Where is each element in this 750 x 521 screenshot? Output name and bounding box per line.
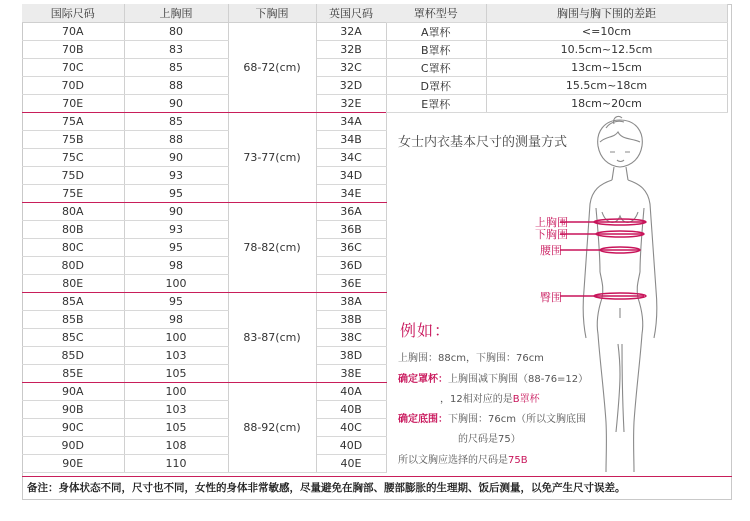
- uk-size-cell: 34C: [316, 149, 386, 167]
- cup-answer: B罩杯: [512, 394, 540, 405]
- under-bust-cell: 88-92(cm): [228, 383, 316, 473]
- label-upper-bust: 上胸围: [535, 216, 568, 229]
- cup-row: [386, 23, 727, 41]
- uk-size-cell: 32D: [316, 77, 386, 95]
- uk-size-cell: 32B: [316, 41, 386, 59]
- size-row: [22, 41, 386, 59]
- intl-size-cell: 75C: [22, 149, 124, 167]
- cup-type: D罩杯: [386, 77, 486, 95]
- upper-bust-cell: 90: [124, 203, 228, 221]
- cup-diff: 13cm~15cm: [486, 59, 727, 77]
- intl-size-cell: 85D: [22, 347, 124, 365]
- uk-size-cell: 36E: [316, 275, 386, 293]
- cup-determine-text: 上胸围减下胸围（88-76=12）: [448, 374, 589, 385]
- cup-diff: 10.5cm~12.5cm: [486, 41, 727, 59]
- upper-bust-cell: 93: [124, 167, 228, 185]
- intl-size-cell: 70C: [22, 59, 124, 77]
- cup-row: [386, 77, 727, 95]
- cup-type: A罩杯: [386, 23, 486, 41]
- size-row: [22, 203, 386, 221]
- intl-size-cell: 75B: [22, 131, 124, 149]
- uk-size-cell: 36D: [316, 257, 386, 275]
- size-row: [22, 329, 386, 347]
- cup-type: C罩杯: [386, 59, 486, 77]
- upper-bust-cell: 105: [124, 365, 228, 383]
- uk-size-cell: 34B: [316, 131, 386, 149]
- size-row: [22, 419, 386, 437]
- uk-size-cell: 40C: [316, 419, 386, 437]
- upper-bust-cell: 85: [124, 59, 228, 77]
- intl-size-cell: 70B: [22, 41, 124, 59]
- upper-bust-cell: 90: [124, 149, 228, 167]
- intl-size-cell: 90D: [22, 437, 124, 455]
- upper-bust-cell: 88: [124, 77, 228, 95]
- under-bust-cell: 83-87(cm): [228, 293, 316, 383]
- cup-diff: 15.5cm~18cm: [486, 77, 727, 95]
- cup-type: E罩杯: [386, 95, 486, 113]
- header-uk-size: 英国尺码: [316, 4, 386, 23]
- uk-size-cell: 38C: [316, 329, 386, 347]
- size-row: [22, 113, 386, 131]
- intl-size-cell: 85B: [22, 311, 124, 329]
- upper-bust-cell: 100: [124, 383, 228, 401]
- under-bust-cell: 78-82(cm): [228, 203, 316, 293]
- intl-size-cell: 75D: [22, 167, 124, 185]
- uk-size-cell: 32C: [316, 59, 386, 77]
- upper-bust-cell: 98: [124, 257, 228, 275]
- upper-bust-cell: 90: [124, 95, 228, 113]
- cup-determine-text-2: ，12相对应的是: [440, 394, 513, 405]
- uk-size-cell: 32A: [316, 23, 386, 41]
- size-row: [22, 149, 386, 167]
- size-row: [22, 131, 386, 149]
- size-row: [22, 311, 386, 329]
- measurement-title: 女士内衣基本尺寸的测量方式: [398, 135, 568, 150]
- size-row: [22, 365, 386, 383]
- intl-size-cell: 80E: [22, 275, 124, 293]
- size-row: [22, 437, 386, 455]
- size-row: [22, 383, 386, 401]
- intl-size-cell: 90A: [22, 383, 124, 401]
- uk-size-cell: 38E: [316, 365, 386, 383]
- size-row: [22, 59, 386, 77]
- example-title: 例如：: [400, 321, 452, 340]
- upper-bust-cell: 100: [124, 275, 228, 293]
- uk-size-cell: 40A: [316, 383, 386, 401]
- size-row: [22, 455, 386, 473]
- label-waist: 腰围: [540, 244, 562, 257]
- upper-bust-cell: 95: [124, 185, 228, 203]
- uk-size-cell: 32E: [316, 95, 386, 113]
- upper-bust-cell: 100: [124, 329, 228, 347]
- intl-size-cell: 75A: [22, 113, 124, 131]
- final-text: 所以文胸应选择的尺码是: [398, 455, 508, 466]
- uk-size-cell: 40B: [316, 401, 386, 419]
- intl-size-cell: 80C: [22, 239, 124, 257]
- header-under-bust: 下胸围: [228, 4, 316, 23]
- upper-bust-cell: 95: [124, 293, 228, 311]
- example-line-base-2: 的尺码是75）: [458, 434, 521, 445]
- cup-type: B罩杯: [386, 41, 486, 59]
- bottom-divider: [22, 476, 732, 477]
- intl-size-cell: 80D: [22, 257, 124, 275]
- upper-bust-cell: 105: [124, 419, 228, 437]
- example-line-cup-2: [440, 390, 540, 405]
- example-line-1: 上胸围：88cm，下胸围：76cm: [398, 353, 544, 364]
- size-row: [22, 239, 386, 257]
- example-line-base: [398, 410, 586, 425]
- upper-bust-cell: 103: [124, 347, 228, 365]
- intl-size-cell: 85E: [22, 365, 124, 383]
- uk-size-cell: 34A: [316, 113, 386, 131]
- under-bust-cell: 73-77(cm): [228, 113, 316, 203]
- size-row: [22, 185, 386, 203]
- final-answer: 75B: [508, 455, 528, 466]
- cup-row: [386, 41, 727, 59]
- cup-diff: 18cm~20cm: [486, 95, 727, 113]
- label-under-bust: 下胸围: [535, 228, 568, 241]
- uk-size-cell: 36A: [316, 203, 386, 221]
- header-cup-diff: 胸围与胸下围的差距: [486, 4, 727, 23]
- intl-size-cell: 85A: [22, 293, 124, 311]
- size-row: [22, 23, 386, 41]
- intl-size-cell: 75E: [22, 185, 124, 203]
- uk-size-cell: 40E: [316, 455, 386, 473]
- size-row: [22, 293, 386, 311]
- size-row: [22, 275, 386, 293]
- uk-size-cell: 34D: [316, 167, 386, 185]
- intl-size-cell: 70D: [22, 77, 124, 95]
- upper-bust-cell: 110: [124, 455, 228, 473]
- size-row: [22, 167, 386, 185]
- intl-size-cell: 80A: [22, 203, 124, 221]
- intl-size-cell: 70A: [22, 23, 124, 41]
- uk-size-cell: 34E: [316, 185, 386, 203]
- size-row: [22, 347, 386, 365]
- example-line-final: [398, 451, 528, 466]
- size-row: [22, 221, 386, 239]
- base-determine-label: 确定底围：: [398, 414, 448, 425]
- cup-determine-label: 确定罩杯：: [398, 374, 448, 385]
- size-table: [22, 4, 387, 473]
- header-cup-type: 罩杯型号: [386, 4, 486, 23]
- upper-bust-cell: 108: [124, 437, 228, 455]
- label-hip: 臀围: [540, 291, 562, 304]
- uk-size-cell: 36B: [316, 221, 386, 239]
- upper-bust-cell: 93: [124, 221, 228, 239]
- size-row: [22, 401, 386, 419]
- size-row: [22, 95, 386, 113]
- footnote: 备注：身体状态不同，尺寸也不同，女性的身体非常敏感，尽量避免在胸部、腰部膨胀的生理期、饭后测量，以免产生尺寸误差。: [27, 482, 626, 494]
- upper-bust-cell: 80: [124, 23, 228, 41]
- upper-bust-cell: 103: [124, 401, 228, 419]
- cup-diff: <=10cm: [486, 23, 727, 41]
- size-row: [22, 257, 386, 275]
- cup-row: [386, 59, 727, 77]
- intl-size-cell: 70E: [22, 95, 124, 113]
- intl-size-cell: 90B: [22, 401, 124, 419]
- header-intl-size: 国际尺码: [22, 4, 124, 23]
- upper-bust-cell: 85: [124, 113, 228, 131]
- intl-size-cell: 90E: [22, 455, 124, 473]
- cup-row: [386, 95, 727, 113]
- intl-size-cell: 85C: [22, 329, 124, 347]
- upper-bust-cell: 88: [124, 131, 228, 149]
- uk-size-cell: 38B: [316, 311, 386, 329]
- uk-size-cell: 38D: [316, 347, 386, 365]
- upper-bust-cell: 98: [124, 311, 228, 329]
- uk-size-cell: 38A: [316, 293, 386, 311]
- under-bust-cell: 68-72(cm): [228, 23, 316, 113]
- intl-size-cell: 80B: [22, 221, 124, 239]
- intl-size-cell: 90C: [22, 419, 124, 437]
- cup-table: [386, 4, 728, 113]
- example-line-cup: [398, 370, 588, 385]
- size-row: [22, 77, 386, 95]
- upper-bust-cell: 95: [124, 239, 228, 257]
- base-determine-text: 下胸围：76cm（所以文胸底围: [448, 414, 586, 425]
- uk-size-cell: 36C: [316, 239, 386, 257]
- uk-size-cell: 40D: [316, 437, 386, 455]
- upper-bust-cell: 83: [124, 41, 228, 59]
- header-upper-bust: 上胸围: [124, 4, 228, 23]
